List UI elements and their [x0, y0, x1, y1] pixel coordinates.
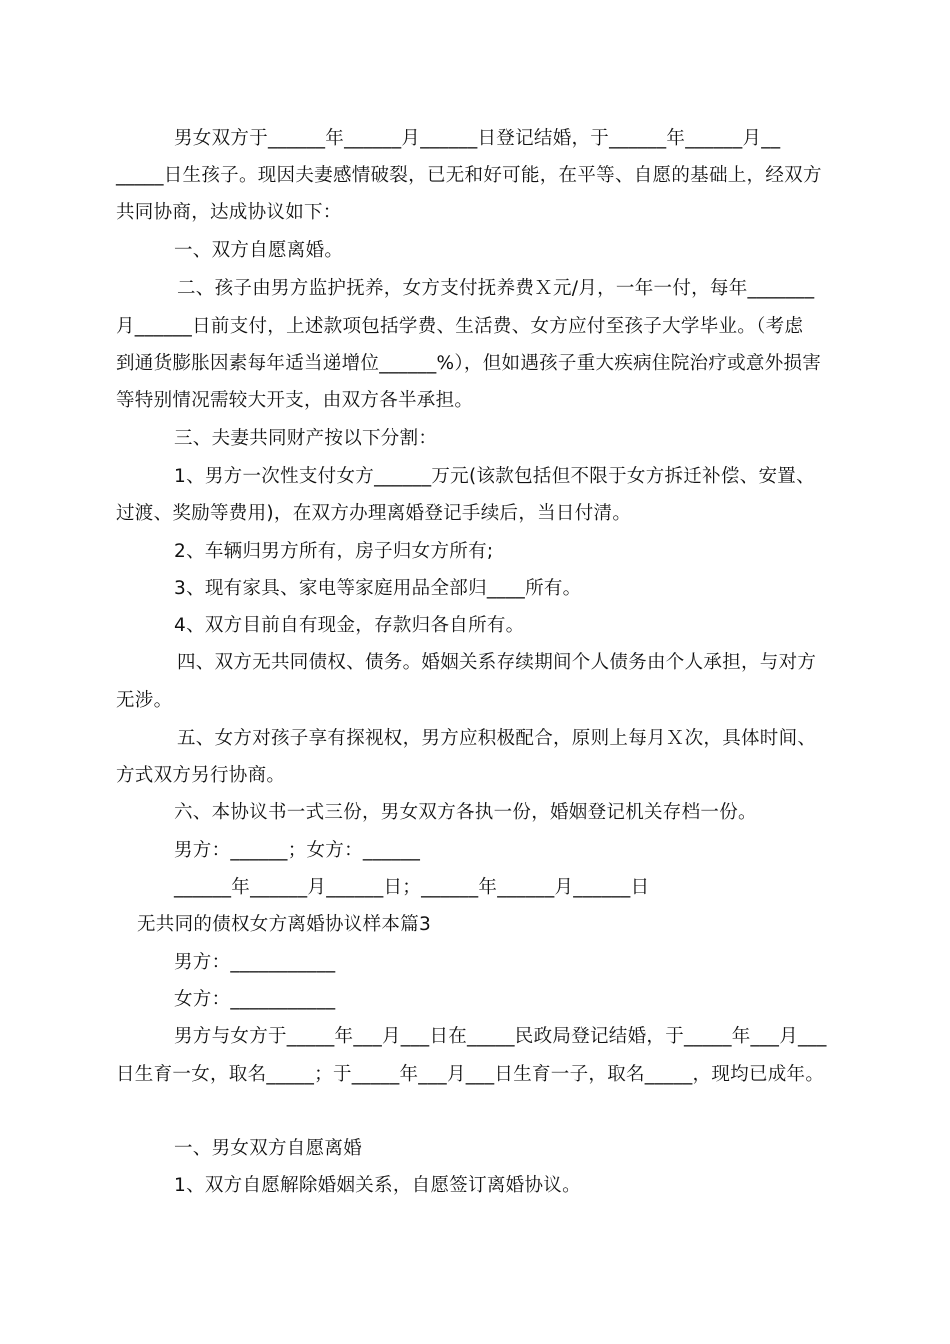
paragraph-line: 男方与女方于_____年___月___日在_____民政局登记结婚，于_____年___月___ [174, 1026, 827, 1047]
paragraph-line: 到通货膨胀因素每年适当递增位______%），但如遇孩子重大疾病住院治疗或意外损害 [116, 353, 822, 374]
date-line: ______年______月______日；______年______月______日 [174, 877, 650, 898]
paragraph-line: 月______日前支付，上述款项包括学费、生活费、女方应付至孩子大学毕业。（考虑 [116, 316, 804, 337]
section-heading: 六、本协议书一式三份，男女双方各执一份，婚姻登记机关存档一份。 [174, 802, 757, 823]
paragraph-line: 等特别情况需较大开支，由双方各半承担。 [116, 390, 474, 411]
list-item: 1、双方自愿解除婚姻关系，自愿签订离婚协议。 [174, 1175, 581, 1196]
signature-line: 男方：___________ [174, 952, 336, 973]
paragraph-line: 日生育一女，取名_____；于_____年___月___日生育一子，取名_____，现均已成年。 [116, 1064, 825, 1085]
list-item: 4、双方目前自有现金，存款归各自所有。 [174, 615, 525, 636]
section-heading: 一、双方自愿离婚。 [174, 240, 344, 261]
paragraph-line: _____日生孩子。现因夫妻感情破裂，已无和好可能，在平等、自愿的基础上，经双方 [116, 165, 822, 186]
section-heading: 三、夫妻共同财产按以下分割： [174, 428, 438, 449]
signature-line: 男方：______；女方：______ [174, 840, 421, 861]
paragraph-line: 过渡、奖励等费用)，在双方办理离婚登记手续后，当日付清。 [116, 503, 632, 524]
section-heading: 四、双方无共同债权、债务。婚姻关系存续期间个人债务由个人承担，与对方 [177, 652, 817, 673]
paragraph-line: 共同协商，达成协议如下： [116, 202, 342, 223]
signature-line: 女方：___________ [174, 989, 336, 1010]
section-heading: 二、孩子由男方监护抚养，女方支付抚养费Ｘ元/月，一年一付，每年_______ [177, 278, 815, 299]
list-item: 2、车辆归男方所有，房子归女方所有; [174, 541, 494, 562]
paragraph-line: 方式双方另行协商。 [116, 765, 286, 786]
section-heading: 五、女方对孩子享有探视权，男方应积极配合，原则上每月Ｘ次，具体时间、 [177, 728, 817, 749]
list-item: 3、现有家具、家电等家庭用品全部归____所有。 [174, 578, 582, 599]
list-item: 1、男方一次性支付女方______万元(该款包括但不限于女方拆迁补偿、安置、 [174, 466, 815, 487]
paragraph-line: 无涉。 [116, 690, 173, 711]
document-subtitle: 无共同的债权女方离婚协议样本篇3 [137, 914, 432, 935]
section-heading: 一、男女双方自愿离婚 [174, 1138, 363, 1159]
paragraph-line: 男女双方于______年______月______日登记结婚，于______年______月__ [174, 128, 781, 149]
